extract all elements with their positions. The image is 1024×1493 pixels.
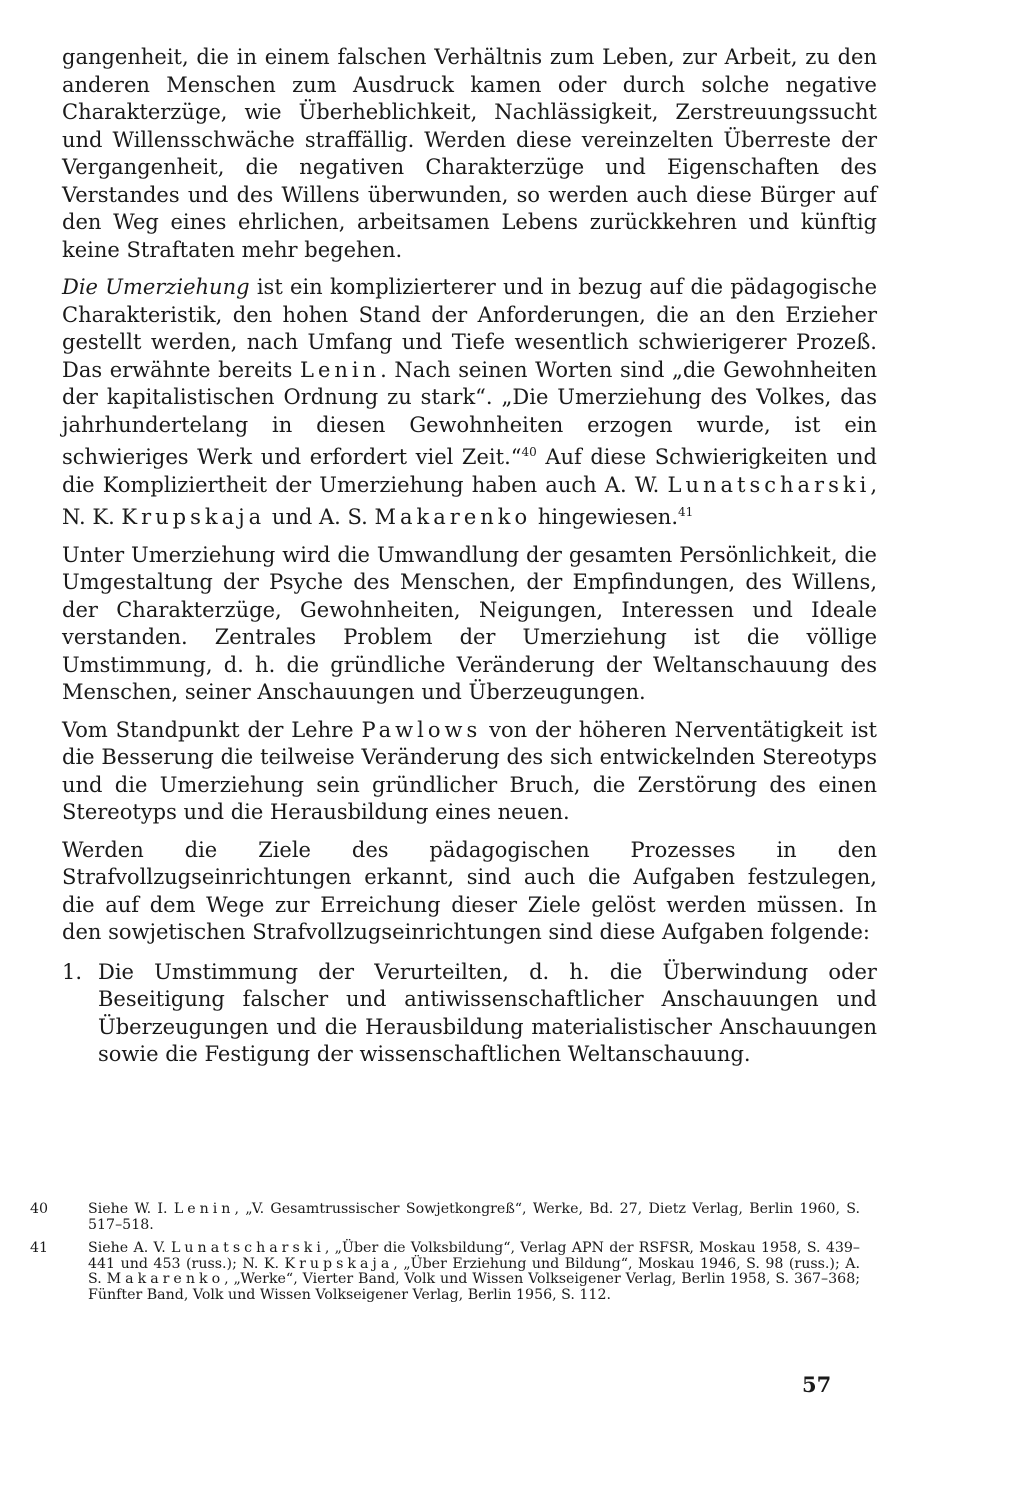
footnote-number: 40 <box>30 1201 49 1217</box>
paragraph-2: Die Umerziehung ist ein komplizierterer und in bezug auf die pädagogische Charakteristik, den hohen Stand der Anforderungen, die an den Erzieher gestellt werden, nach Umfang und Tiefe wesentlich schwierigerer Prozeß. Das erwähnte bereits Lenin. Nach seinen Worten sind „die Gewohnheiten der kapitalistischen Ordnung zu stark“. „Die Umerziehung des Volkes, das jahrhundertelang in diesen Gewohnheiten erzogen wurde, ist ein schwieriges Werk und erfordert viel Zeit.“$^{40}$ Auf diese Schwierigkeiten und die Kompliziertheit der Umerziehung haben auch A. W. Lunatscharski, N. K. Krupskaja und A. S. Makarenko hingewiesen.$^{41}$ <box>62 275 878 529</box>
emphasis-umstimmung: Die Umstimmung <box>98 959 299 984</box>
paragraph-4: Vom Standpunkt der Lehre Pawlows von der höheren Nerventätigkeit ist die Besserung die teilweise Veränderung des sich entwickelnden Stereotyps und die Umerziehung sein gründlicher Bruch, die Zerstörung des einen Stereotyps und die Herausbildung eines neuen. <box>62 717 877 824</box>
name-lunatscharski: Lunatscharski <box>171 1240 325 1257</box>
name-krupskaja: Krupskaja <box>284 1255 394 1272</box>
paragraph-3: Unter Umerziehung wird die Umwandlung der gesamten Persönlichkeit, die Umgestaltung der Psyche des Menschen, der Empfindungen, des Willens, der Charakterzüge, Gewohnheiten, Neigungen, Interessen und Ideale verstanden. Zentrales Problem der Umerziehung ist die völlige Umstimmung, d. h. die gründliche Veränderung der Weltanschauung des Menschen, seiner Anschauungen und Überzeugungen. <box>62 542 877 704</box>
name-lenin: Lenin <box>173 1201 235 1217</box>
footnotes <box>30 1202 860 1312</box>
emphasis-umerziehung: Die Umerziehung <box>62 275 250 299</box>
name-lenin: Lenin <box>300 357 381 382</box>
paragraph-5: Werden die Ziele des pädagogischen Prozesses in den Strafvollzugseinrichtungen erkannt, sind auch die Aufgaben festzulegen, die auf dem Wege zur Erreichung dieser Ziele gelöst werden müssen. In den sowjetischen Strafvollzugseinrichtungen sind diese Aufgaben folgende: <box>62 837 877 944</box>
name-lunatscharski: Lunatscharski <box>667 472 871 497</box>
footnote-41: 41 Siehe A. V. Lunatscharski, „Über die Volksbildung“, Verlag APN der RSFSR, Moskau 1958, S. 439–441 und 453 (russ.); N. K. Krupskaja, „Über Erziehung und Bildung“, Moskau 1946, S. 98 (russ.); A. S. Makarenko, „Werke“, Vierter Band, Volk und Wissen Volkseigener Verlag, Berlin 1958, S. 367–368; Fünfter Band, Volk und Wissen Volkseigener Verlag, Berlin 1956, S. 112. <box>30 1240 861 1303</box>
list-item: 1. Die Umstimmung der Verurteilten, d. h. die Überwindung oder Beseitigung falscher und antiwissenschaftlicher Anschauungen und Überzeugungen und die Herausbildung materialistischer Anschauungen sowie die Festigung der wissenschaftlichen Weltanschauung. <box>62 959 877 1066</box>
footnote-ref-41: 41 <box>678 505 694 519</box>
list-number: 1. <box>62 959 83 984</box>
body-text <box>62 44 877 1069</box>
footnote-40: 40 Siehe W. I. Lenin, „V. Gesamtrussischer Sowjetkongreß“, Werke, Bd. 27, Dietz Verlag, Berlin 1960, S. 517–518. <box>30 1201 860 1233</box>
footnote-ref-40: 40 <box>521 445 537 459</box>
name-makarenko: Makarenko <box>374 505 532 529</box>
task-list <box>62 959 877 1069</box>
footnote-number: 41 <box>30 1240 49 1257</box>
page-number: 57 <box>802 1372 832 1397</box>
name-pawlows: Pawlows <box>361 717 482 742</box>
paragraph-1: gangenheit, die in einem falschen Verhältnis zum Leben, zur Arbeit, zu den anderen Menschen zum Ausdruck kamen oder durch solche negative Charakterzüge, wie Überheblichkeit, Nachlässigkeit, Zerstreuungssucht und Willensschwäche straffällig. Werden diese vereinzelten Überreste der Vergangenheit, die negativen Charakterzüge und Eigenschaften des Verstandes und des Willens überwunden, so werden auch diese Bürger auf den Weg eines ehrlichen, arbeitsamen Lebens zurückkehren und künftig keine Straftaten mehr begehen. <box>62 45 877 262</box>
name-makarenko: Makarenko <box>106 1271 225 1288</box>
name-krupskaja: Krupskaja <box>121 505 266 529</box>
